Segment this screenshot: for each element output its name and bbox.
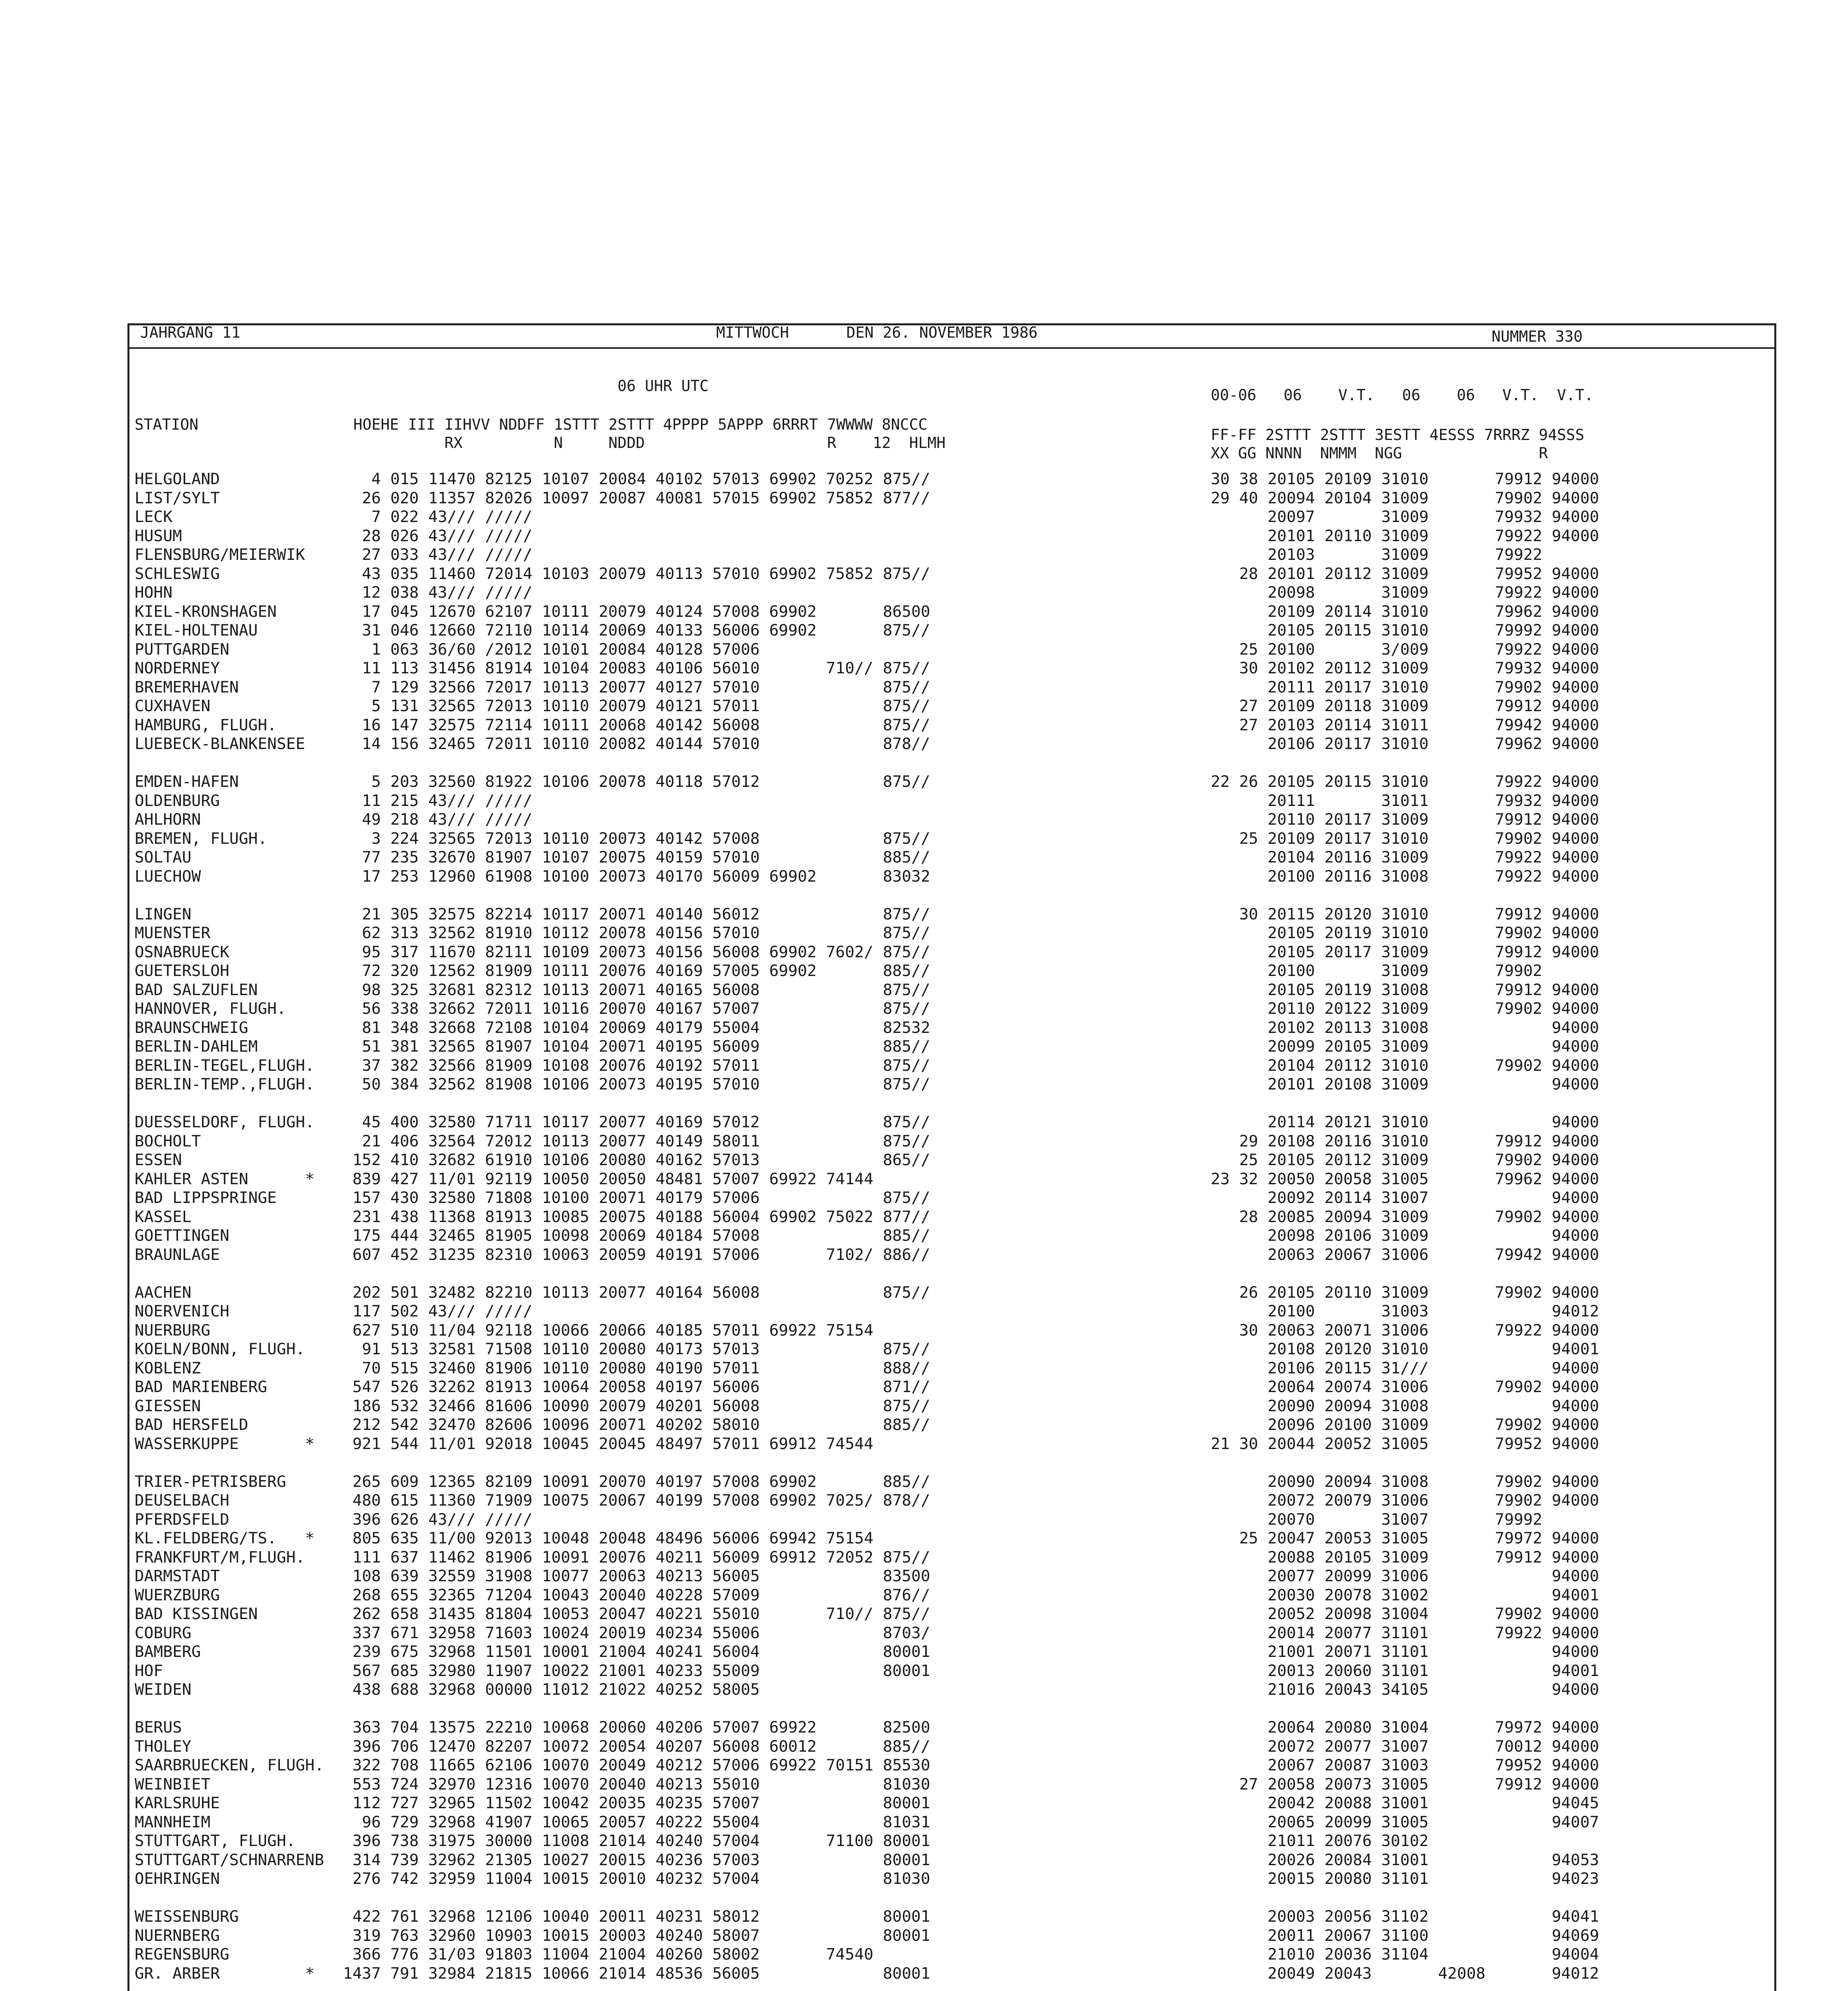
- station-row: WEISSENBURG 422 761 32968 12106 10040 20011 40231 58012 80001: [135, 1907, 930, 1926]
- station-data-block: [135, 470, 930, 1991]
- weekday: MITTWOCH: [716, 324, 789, 341]
- station-row: DEUSELBACH 480 615 11360 71909 10075 20067 40199 57008 69902 7025/ 878//: [135, 1491, 930, 1510]
- station-row: HOF 567 685 32980 11907 10022 21001 40233 55009 80001: [135, 1661, 930, 1680]
- jahrgang: JAHRGANG 11: [140, 324, 241, 341]
- station-row-supplement: 20105 20119 31008 79912 94000: [1211, 980, 1599, 999]
- station-row-supplement: 20098 20106 31009 94000: [1211, 1226, 1599, 1245]
- station-row: DUESSELDORF, FLUGH. 45 400 32580 71711 10117 20077 40169 57012 875//: [135, 1113, 930, 1131]
- station-row: REGENSBURG 366 776 31/03 91803 11004 21004 40260 58002 74540: [135, 1945, 873, 1964]
- station-row: SAARBRUECKEN, FLUGH. 322 708 11665 62106 10070 20049 40212 57006 69922 70151 85530: [135, 1756, 930, 1774]
- station-row: WEIDEN 438 688 32968 00000 11012 21022 40252 58005: [135, 1680, 760, 1699]
- station-row: BREMEN, FLUGH. 3 224 32565 72013 10110 20073 40142 57008 875//: [135, 829, 930, 848]
- station-row: KOBLENZ 70 515 32460 81906 10110 20080 40190 57011 888//: [135, 1359, 930, 1377]
- station-row-supplement: 20099 20105 31009 94000: [1211, 1037, 1599, 1056]
- station-row: BERUS 363 704 13575 22210 10068 20060 40206 57007 69922 82500: [135, 1718, 930, 1737]
- station-row: WASSERKUPPE * 921 544 11/01 92018 10045 20045 48497 57011 69912 74544: [135, 1434, 873, 1453]
- station-row: FLENSBURG/MEIERWIK 27 033 43/// /////: [135, 546, 532, 564]
- station-row-supplement: 20110 20122 31009 79902 94000: [1211, 999, 1599, 1018]
- station-row-supplement: 27 20103 20114 31011 79942 94000: [1211, 716, 1599, 734]
- station-row: HUSUM 28 026 43/// /////: [135, 526, 532, 545]
- station-row: STUTTGART/SCHNARRENB 314 739 32962 21305 10027 20015 40236 57003 80001: [135, 1850, 930, 1869]
- section-gap: [135, 1094, 930, 1113]
- station-row: WEINBIET 553 724 32970 12316 10070 20040 40213 55010 81030: [135, 1775, 930, 1793]
- station-row-supplement: 20090 20094 31008 94000: [1211, 1396, 1599, 1415]
- station-row-supplement: 20015 20080 31101 94023: [1211, 1870, 1599, 1888]
- station-row: FRANKFURT/M,FLUGH. 111 637 11462 81906 10091 20076 40211 56009 69912 72052 875//: [135, 1548, 930, 1567]
- station-row: TRIER-PETRISBERG 265 609 12365 82109 10091 20070 40197 57008 69902 885//: [135, 1472, 930, 1491]
- station-row-supplement: 20064 20080 31004 79972 94000: [1211, 1718, 1599, 1737]
- station-row-supplement: 21011 20076 30102: [1211, 1832, 1429, 1850]
- issue-date: DEN 26. NOVEMBER 1986: [846, 324, 1038, 341]
- station-row: BAD HERSFELD 212 542 32470 82606 10096 20071 40202 58010 885//: [135, 1416, 930, 1434]
- station-row-supplement: 21010 20036 31104 94004: [1211, 1945, 1599, 1964]
- time-label: 06 UHR UTC: [135, 377, 709, 395]
- station-row: BOCHOLT 21 406 32564 72012 10113 20077 40149 58011 875//: [135, 1132, 930, 1150]
- station-row-supplement: 20070 31007 79992: [1211, 1510, 1543, 1529]
- station-row-supplement: 20011 20067 31100 94069: [1211, 1926, 1599, 1945]
- station-row: CUXHAVEN 5 131 32565 72013 10110 20079 40121 57011 875//: [135, 697, 930, 715]
- station-row-supplement: 28 20085 20094 31009 79902 94000: [1211, 1207, 1599, 1226]
- station-row: GUETERSLOH 72 320 12562 81909 10111 20076 40169 57005 69902 885//: [135, 962, 930, 980]
- station-row: AHLHORN 49 218 43/// /////: [135, 810, 532, 829]
- issue-number: NUMMER 330: [1492, 328, 1583, 345]
- left-column-header-1: STATION HOEHE III IIHVV NDDFF 1STTT 2STTT 4PPPP 5APPP 6RRRT 7WWWW 8NCCC: [135, 416, 928, 433]
- station-row-supplement: 21016 20043 34105 94000: [1211, 1680, 1599, 1699]
- station-row: LIST/SYLT 26 020 11357 82026 10097 20087 40081 57015 69902 75852 877//: [135, 489, 930, 507]
- station-row-supplement: 20064 20074 31006 79902 94000: [1211, 1378, 1599, 1396]
- station-row-supplement: 20100 31009 79902: [1211, 962, 1543, 980]
- station-row-supplement: 27 20058 20073 31005 79912 94000: [1211, 1775, 1599, 1793]
- station-row: HANNOVER, FLUGH. 56 338 32662 72011 10116 20070 40167 57007 875//: [135, 999, 930, 1018]
- station-row: MANNHEIM 96 729 32968 41907 10065 20057 40222 55004 81031: [135, 1813, 930, 1831]
- station-row: COBURG 337 671 32958 71603 10024 20019 40234 55006 8703/: [135, 1623, 930, 1642]
- station-row: BREMERHAVEN 7 129 32566 72017 10113 20077 40127 57010 875//: [135, 678, 930, 696]
- station-row-supplement: 30 38 20105 20109 31010 79912 94000: [1211, 470, 1599, 488]
- station-row-supplement: 20090 20094 31008 79902 94000: [1211, 1472, 1599, 1491]
- station-row: BERLIN-TEMP.,FLUGH. 50 384 32562 81908 10106 20073 40195 57010 875//: [135, 1075, 930, 1093]
- left-column-header-2: RX N NDDD R 12 HLMH: [135, 434, 946, 452]
- station-row-supplement: 20114 20121 31010 94000: [1211, 1113, 1599, 1131]
- station-row-supplement: 20030 20078 31002 94001: [1211, 1586, 1599, 1604]
- station-row: LINGEN 21 305 32575 82214 10117 20071 40140 56012 875//: [135, 905, 930, 923]
- station-row: KARLSRUHE 112 727 32965 11502 10042 20035 40235 57007 80001: [135, 1794, 930, 1812]
- station-row-supplement: 20014 20077 31101 79922 94000: [1211, 1623, 1599, 1642]
- station-row: BRAUNSCHWEIG 81 348 32668 72108 10104 20069 40179 55004 82532: [135, 1018, 930, 1037]
- station-row: DARMSTADT 108 639 32559 31908 10077 20063 40213 56005 83500: [135, 1567, 930, 1585]
- section-gap: [135, 886, 930, 905]
- section-gap: [135, 1983, 930, 1991]
- station-row-supplement: 28 20101 20112 31009 79952 94000: [1211, 564, 1599, 583]
- station-row-supplement: 20088 20105 31009 79912 94000: [1211, 1548, 1599, 1567]
- station-row: LECK 7 022 43/// /////: [135, 508, 532, 526]
- station-row-supplement: 21 30 20044 20052 31005 79952 94000: [1211, 1434, 1599, 1453]
- station-row-supplement: 20111 20117 31010 79902 94000: [1211, 678, 1599, 696]
- station-row: ESSEN 152 410 32682 61910 10106 20080 40162 57013 865//: [135, 1151, 930, 1169]
- station-row: OEHRINGEN 276 742 32959 11004 10015 20010 40232 57004 81030: [135, 1870, 930, 1888]
- station-row: BAD LIPPSPRINGE 157 430 32580 71808 10100 20071 40179 57006 875//: [135, 1189, 930, 1207]
- section-gap: [135, 1700, 930, 1719]
- station-row: NORDERNEY 11 113 31456 81914 10104 20083 40106 56010 710// 875//: [135, 659, 930, 677]
- station-row-supplement: 20105 20117 31009 79912 94000: [1211, 943, 1599, 961]
- station-row: BAMBERG 239 675 32968 11501 10001 21004 40241 56004 80001: [135, 1643, 930, 1661]
- section-gap: [1211, 1453, 1599, 1473]
- station-row-supplement: 22 26 20105 20115 31010 79922 94000: [1211, 773, 1599, 791]
- station-row: GOETTINGEN 175 444 32465 81905 10098 20069 40184 57008 885//: [135, 1226, 930, 1245]
- station-row-supplement: 30 20102 20112 31009 79932 94000: [1211, 659, 1599, 677]
- station-row: KIEL-HOLTENAU 31 046 12660 72110 10114 20069 40133 56006 69902 875//: [135, 621, 930, 640]
- right-column-header-2: FF-FF 2STTT 2STTT 3ESTT 4ESSS 7RRRZ 94SSS: [1211, 426, 1584, 444]
- station-row-supplement: 20100 31003 94012: [1211, 1302, 1599, 1320]
- station-row-supplement: 20063 20067 31006 79942 94000: [1211, 1245, 1599, 1264]
- station-row: HAMBURG, FLUGH. 16 147 32575 72114 10111 20068 40142 56008 875//: [135, 716, 930, 734]
- station-row: HOHN 12 038 43/// /////: [135, 583, 532, 602]
- station-row: BAD SALZUFLEN 98 325 32681 82312 10113 20071 40165 56008 875//: [135, 980, 930, 999]
- station-row-supplement: 20042 20088 31001 94045: [1211, 1794, 1599, 1812]
- station-row: NOERVENICH 117 502 43/// /////: [135, 1302, 532, 1320]
- station-row-supplement: 26 20105 20110 31009 79902 94000: [1211, 1283, 1599, 1302]
- station-row: SOLTAU 77 235 32670 81907 10107 20075 40159 57010 885//: [135, 848, 930, 866]
- station-row: WUERZBURG 268 655 32365 71204 10043 20040 40228 57009 876//: [135, 1586, 930, 1604]
- station-row-supplement: 27 20109 20118 31009 79912 94000: [1211, 697, 1599, 715]
- station-row: NUERBURG 627 510 11/04 92118 10066 20066 40185 57011 69922 75154: [135, 1321, 873, 1340]
- station-row: STUTTGART, FLUGH. 396 738 31975 30000 11008 21014 40240 57004 71100 80001: [135, 1832, 930, 1850]
- station-row: PFERDSFELD 396 626 43/// /////: [135, 1510, 532, 1529]
- station-row-supplement: 20106 20117 31010 79962 94000: [1211, 735, 1599, 753]
- station-row-supplement: 20109 20114 31010 79962 94000: [1211, 602, 1599, 621]
- station-row-supplement: 20102 20113 31008 94000: [1211, 1018, 1599, 1037]
- station-row: SCHLESWIG 43 035 11460 72014 10103 20079 40113 57010 69902 75852 875//: [135, 564, 930, 583]
- section-gap: [1211, 1889, 1599, 1908]
- station-row-supplement: 30 20115 20120 31010 79912 94000: [1211, 905, 1599, 923]
- section-gap: [1211, 1983, 1599, 1991]
- section-gap: [135, 754, 930, 773]
- station-row: OSNABRUECK 95 317 11670 82111 10109 20073 40156 56008 69902 7602/ 875//: [135, 943, 930, 961]
- station-row: AACHEN 202 501 32482 82210 10113 20077 40164 56008 875//: [135, 1283, 930, 1302]
- station-row: BAD KISSINGEN 262 658 31435 81804 10053 20047 40221 55010 710// 875//: [135, 1605, 930, 1623]
- station-row: BRAUNLAGE 607 452 31235 82310 10063 20059 40191 57006 7102/ 886//: [135, 1245, 930, 1264]
- station-row-supplement: 20097 31009 79932 94000: [1211, 508, 1599, 526]
- station-row: HELGOLAND 4 015 11470 82125 10107 20084 40102 57013 69902 70252 875//: [135, 470, 930, 488]
- station-row-supplement: 20096 20100 31009 79902 94000: [1211, 1416, 1599, 1434]
- station-row: BERLIN-TEGEL,FLUGH. 37 382 32566 81909 10108 20076 40192 57011 875//: [135, 1056, 930, 1075]
- station-row-supplement: 25 20105 20112 31009 79902 94000: [1211, 1151, 1599, 1169]
- station-row-supplement: 20103 31009 79922: [1211, 546, 1543, 564]
- station-row-supplement: 20065 20099 31005 94007: [1211, 1813, 1599, 1831]
- station-row: KAHLER ASTEN * 839 427 11/01 92119 10050 20050 48481 57007 69922 74144: [135, 1170, 873, 1188]
- station-row: BERLIN-DAHLEM 51 381 32565 81907 10104 20071 40195 56009 885//: [135, 1037, 930, 1056]
- right-column-header-1: 00-06 06 V.T. 06 06 V.T. V.T.: [1211, 386, 1594, 404]
- station-row: KASSEL 231 438 11368 81913 10085 20075 40188 56004 69902 75022 877//: [135, 1207, 930, 1226]
- station-row-supplement: 20092 20114 31007 94000: [1211, 1189, 1599, 1207]
- station-row: EMDEN-HAFEN 5 203 32560 81922 10106 20078 40118 57012 875//: [135, 773, 930, 791]
- station-row: NUERNBERG 319 763 32960 10903 10015 20003 40240 58007 80001: [135, 1926, 930, 1945]
- station-row: KL.FELDBERG/TS. * 805 635 11/00 92013 10048 20048 48496 56006 69942 75154: [135, 1529, 873, 1547]
- station-row-supplement: 20072 20077 31007 70012 94000: [1211, 1737, 1599, 1756]
- station-row: OLDENBURG 11 215 43/// /////: [135, 791, 532, 810]
- right-column-header-3: XX GG NNNN NMMM NGG R: [1211, 444, 1548, 462]
- station-row-supplement: 20098 31009 79922 94000: [1211, 583, 1599, 602]
- station-row-supplement: 20013 20060 31101 94001: [1211, 1661, 1599, 1680]
- station-row-supplement: 20072 20079 31006 79902 94000: [1211, 1491, 1599, 1510]
- station-row-supplement: 20003 20056 31102 94041: [1211, 1907, 1599, 1926]
- station-row-supplement: 20077 20099 31006 94000: [1211, 1567, 1599, 1585]
- station-row-supplement: 20106 20115 31/// 94000: [1211, 1359, 1599, 1377]
- station-row-supplement: 20110 20117 31009 79912 94000: [1211, 810, 1599, 829]
- section-gap: [1211, 1264, 1599, 1283]
- station-row-supplement: 30 20063 20071 31006 79922 94000: [1211, 1321, 1599, 1340]
- section-gap: [1211, 1094, 1599, 1113]
- section-gap: [135, 1453, 930, 1473]
- station-row-supplement: 20105 20119 31010 79902 94000: [1211, 924, 1599, 942]
- station-row-supplement: 20101 20110 31009 79922 94000: [1211, 526, 1599, 545]
- section-gap: [1211, 886, 1599, 905]
- station-row-supplement: 29 40 20094 20104 31009 79902 94000: [1211, 489, 1599, 507]
- station-row-supplement: 21001 20071 31101 94000: [1211, 1643, 1599, 1661]
- station-row: THOLEY 396 706 12470 82207 10072 20054 40207 56008 60012 885//: [135, 1737, 930, 1756]
- station-row: LUECHOW 17 253 12960 61908 10100 20073 40170 56009 69902 83032: [135, 867, 930, 886]
- station-row-supplement: 23 32 20050 20058 31005 79962 94000: [1211, 1170, 1599, 1188]
- station-row-supplement: 20052 20098 31004 79902 94000: [1211, 1605, 1599, 1623]
- station-row: MUENSTER 62 313 32562 81910 10112 20078 40156 57010 875//: [135, 924, 930, 942]
- station-row-supplement: 20049 20043 42008 94012: [1211, 1964, 1599, 1983]
- station-row: KOELN/BONN, FLUGH. 91 513 32581 71508 10110 20080 40173 57013 875//: [135, 1340, 930, 1358]
- station-row-supplement: 29 20108 20116 31010 79912 94000: [1211, 1132, 1599, 1150]
- station-row-supplement: 25 20100 3/009 79922 94000: [1211, 640, 1599, 659]
- section-gap: [135, 1264, 930, 1283]
- station-row-supplement: 20026 20084 31001 94053: [1211, 1850, 1599, 1869]
- station-row-supplement: 20101 20108 31009 94000: [1211, 1075, 1599, 1093]
- station-row-supplement: 25 20109 20117 31010 79902 94000: [1211, 829, 1599, 848]
- station-row-supplement: 20067 20087 31003 79952 94000: [1211, 1756, 1599, 1774]
- station-row-supplement: 25 20047 20053 31005 79972 94000: [1211, 1529, 1599, 1547]
- section-gap: [1211, 1700, 1599, 1719]
- station-row-supplement: 20105 20115 31010 79992 94000: [1211, 621, 1599, 640]
- station-row: BAD MARIENBERG 547 526 32262 81913 10064 20058 40197 56006 871//: [135, 1378, 930, 1396]
- station-row: LUEBECK-BLANKENSEE 14 156 32465 72011 10110 20082 40144 57010 878//: [135, 735, 930, 753]
- supplementary-data-block: [1211, 470, 1599, 1991]
- section-gap: [135, 1889, 930, 1908]
- station-row-supplement: 20104 20116 31009 79922 94000: [1211, 848, 1599, 866]
- station-row-supplement: 20104 20112 31010 79902 94000: [1211, 1056, 1599, 1075]
- station-row-supplement: 20111 31011 79932 94000: [1211, 791, 1599, 810]
- header-rule: [127, 347, 1776, 349]
- station-row-supplement: 20108 20120 31010 94001: [1211, 1340, 1599, 1358]
- section-gap: [1211, 754, 1599, 773]
- station-row-supplement: 20100 20116 31008 79922 94000: [1211, 867, 1599, 886]
- station-row: PUTTGARDEN 1 063 36/60 /2012 10101 20084 40128 57006: [135, 640, 760, 659]
- station-row: GIESSEN 186 532 32466 81606 10090 20079 40201 56008 875//: [135, 1396, 930, 1415]
- station-row: GR. ARBER * 1437 791 32984 21815 10066 21014 48536 56005 80001: [135, 1964, 930, 1983]
- station-row: KIEL-KRONSHAGEN 17 045 12670 62107 10111 20079 40124 57008 69902 86500: [135, 602, 930, 621]
